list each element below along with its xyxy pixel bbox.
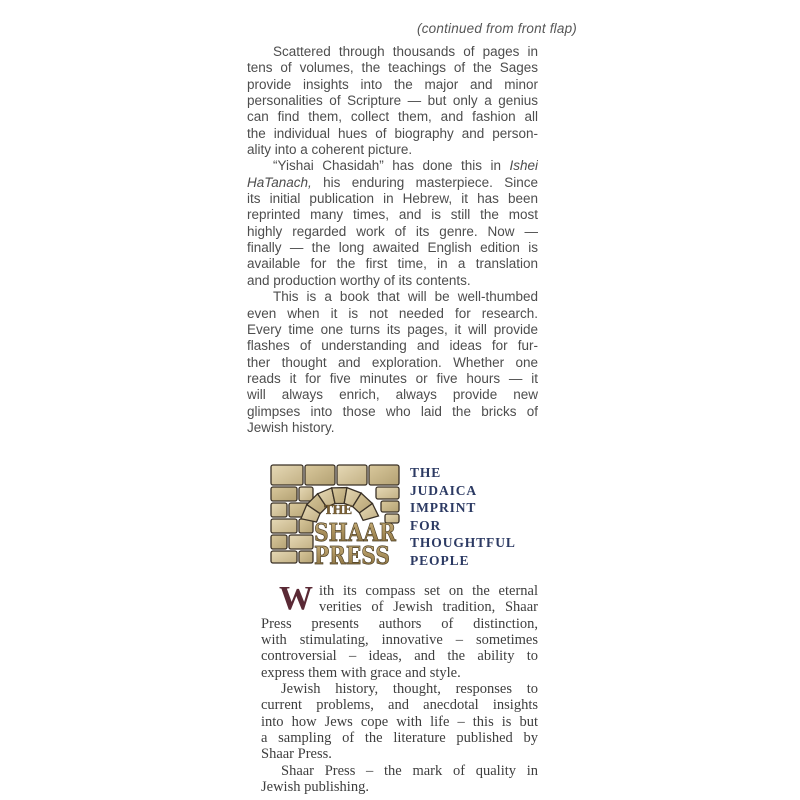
text-line: Scattered through thousands of pages in xyxy=(273,44,538,59)
about-shaar-press-block xyxy=(261,580,538,796)
imprint-line: IMPRINT xyxy=(410,500,477,516)
text-line: express them with grace and style. xyxy=(261,664,461,681)
text-line: can find them, collect them, and fashion all xyxy=(247,109,538,125)
imprint-line: JUDAICA xyxy=(410,482,478,498)
text-line: verities of Jewish tradition, Shaar xyxy=(319,599,538,616)
text-line: Press presents authors of distinction, xyxy=(261,615,538,632)
text-line: current problems, and anecdotal insights xyxy=(261,697,538,714)
text-line: with stimulating, innovative – sometimes xyxy=(261,632,538,649)
text-line: HaTanach, his enduring masterpiece. Since xyxy=(247,174,538,190)
paragraph xyxy=(247,289,538,436)
text-line: will always enrich, always provide new xyxy=(247,387,538,403)
judaica-imprint-tagline xyxy=(410,464,560,570)
text-line: available for the first time, in a translation xyxy=(247,256,538,272)
logo-word-the: THE xyxy=(324,503,352,517)
logo-word-press: PRESS xyxy=(314,541,390,569)
imprint-line: THE xyxy=(410,465,442,480)
imprint-line: FOR xyxy=(410,517,442,533)
text-line: even when it is not needed for research. xyxy=(247,305,538,321)
text-line: ality into a coherent picture. xyxy=(247,142,413,158)
text-line: personalities of Scripture — but only a genius xyxy=(247,93,538,109)
text-line: Shaar Press. xyxy=(261,746,332,763)
paragraph xyxy=(247,158,538,289)
text-line: “Yishai Chasidah” has done this in Ishei xyxy=(273,158,538,174)
text-line: finally — the long awaited English edition is xyxy=(247,240,538,256)
text-line: into how Jews cope with life – this is but xyxy=(261,713,538,730)
text-line: glimpses into those who laid the bricks of xyxy=(247,403,538,419)
logo-word-shaar: SHAAR xyxy=(314,518,397,547)
dropcap-letter: W xyxy=(279,580,313,617)
text-line: its initial publication in Hebrew, it has been xyxy=(247,191,538,207)
text-line: the individual hues of biography and person- xyxy=(247,125,538,141)
continued-note: (continued from front flap) xyxy=(417,21,577,36)
imprint-line: PEOPLE xyxy=(410,552,470,568)
text-line: provide insights into the major and minor xyxy=(247,76,538,92)
paragraph xyxy=(261,580,538,681)
text-line: controversial – ideas, and the ability to xyxy=(261,648,538,665)
text-line: reprinted many times, and is still the most xyxy=(247,207,538,223)
text-line: Jewish history, thought, responses to xyxy=(281,681,538,698)
text-line: Jewish publishing. xyxy=(261,779,369,796)
text-line: flashes of understanding and ideas for fur- xyxy=(247,338,538,354)
text-line: and production worthy of its contents. xyxy=(247,272,471,288)
text-line: This is a book that will be well-thumbed xyxy=(273,289,538,305)
flap-text-block xyxy=(247,44,538,436)
text-line: Shaar Press – the mark of quality in xyxy=(281,762,538,779)
shaar-press-logo xyxy=(268,463,402,569)
text-line: ther thought and exploration. Whether one xyxy=(247,354,538,370)
text-line: tens of volumes, the teachings of the Sages xyxy=(247,60,538,76)
paragraph xyxy=(261,763,538,796)
text-line: reads it for five minutes or five hours — it xyxy=(247,370,538,386)
text-line: ith its compass set on the eternal xyxy=(319,583,538,599)
paragraph xyxy=(261,681,538,763)
text-line: highly regarded work of its genre. Now — xyxy=(247,223,538,239)
text-line: Jewish history. xyxy=(247,419,335,435)
text-line: a sampling of the literature published by xyxy=(261,730,538,747)
paragraph xyxy=(247,44,538,158)
text-line: Every time one turns its pages, it will provide xyxy=(247,321,538,337)
imprint-line: THOUGHTFUL xyxy=(410,535,516,551)
